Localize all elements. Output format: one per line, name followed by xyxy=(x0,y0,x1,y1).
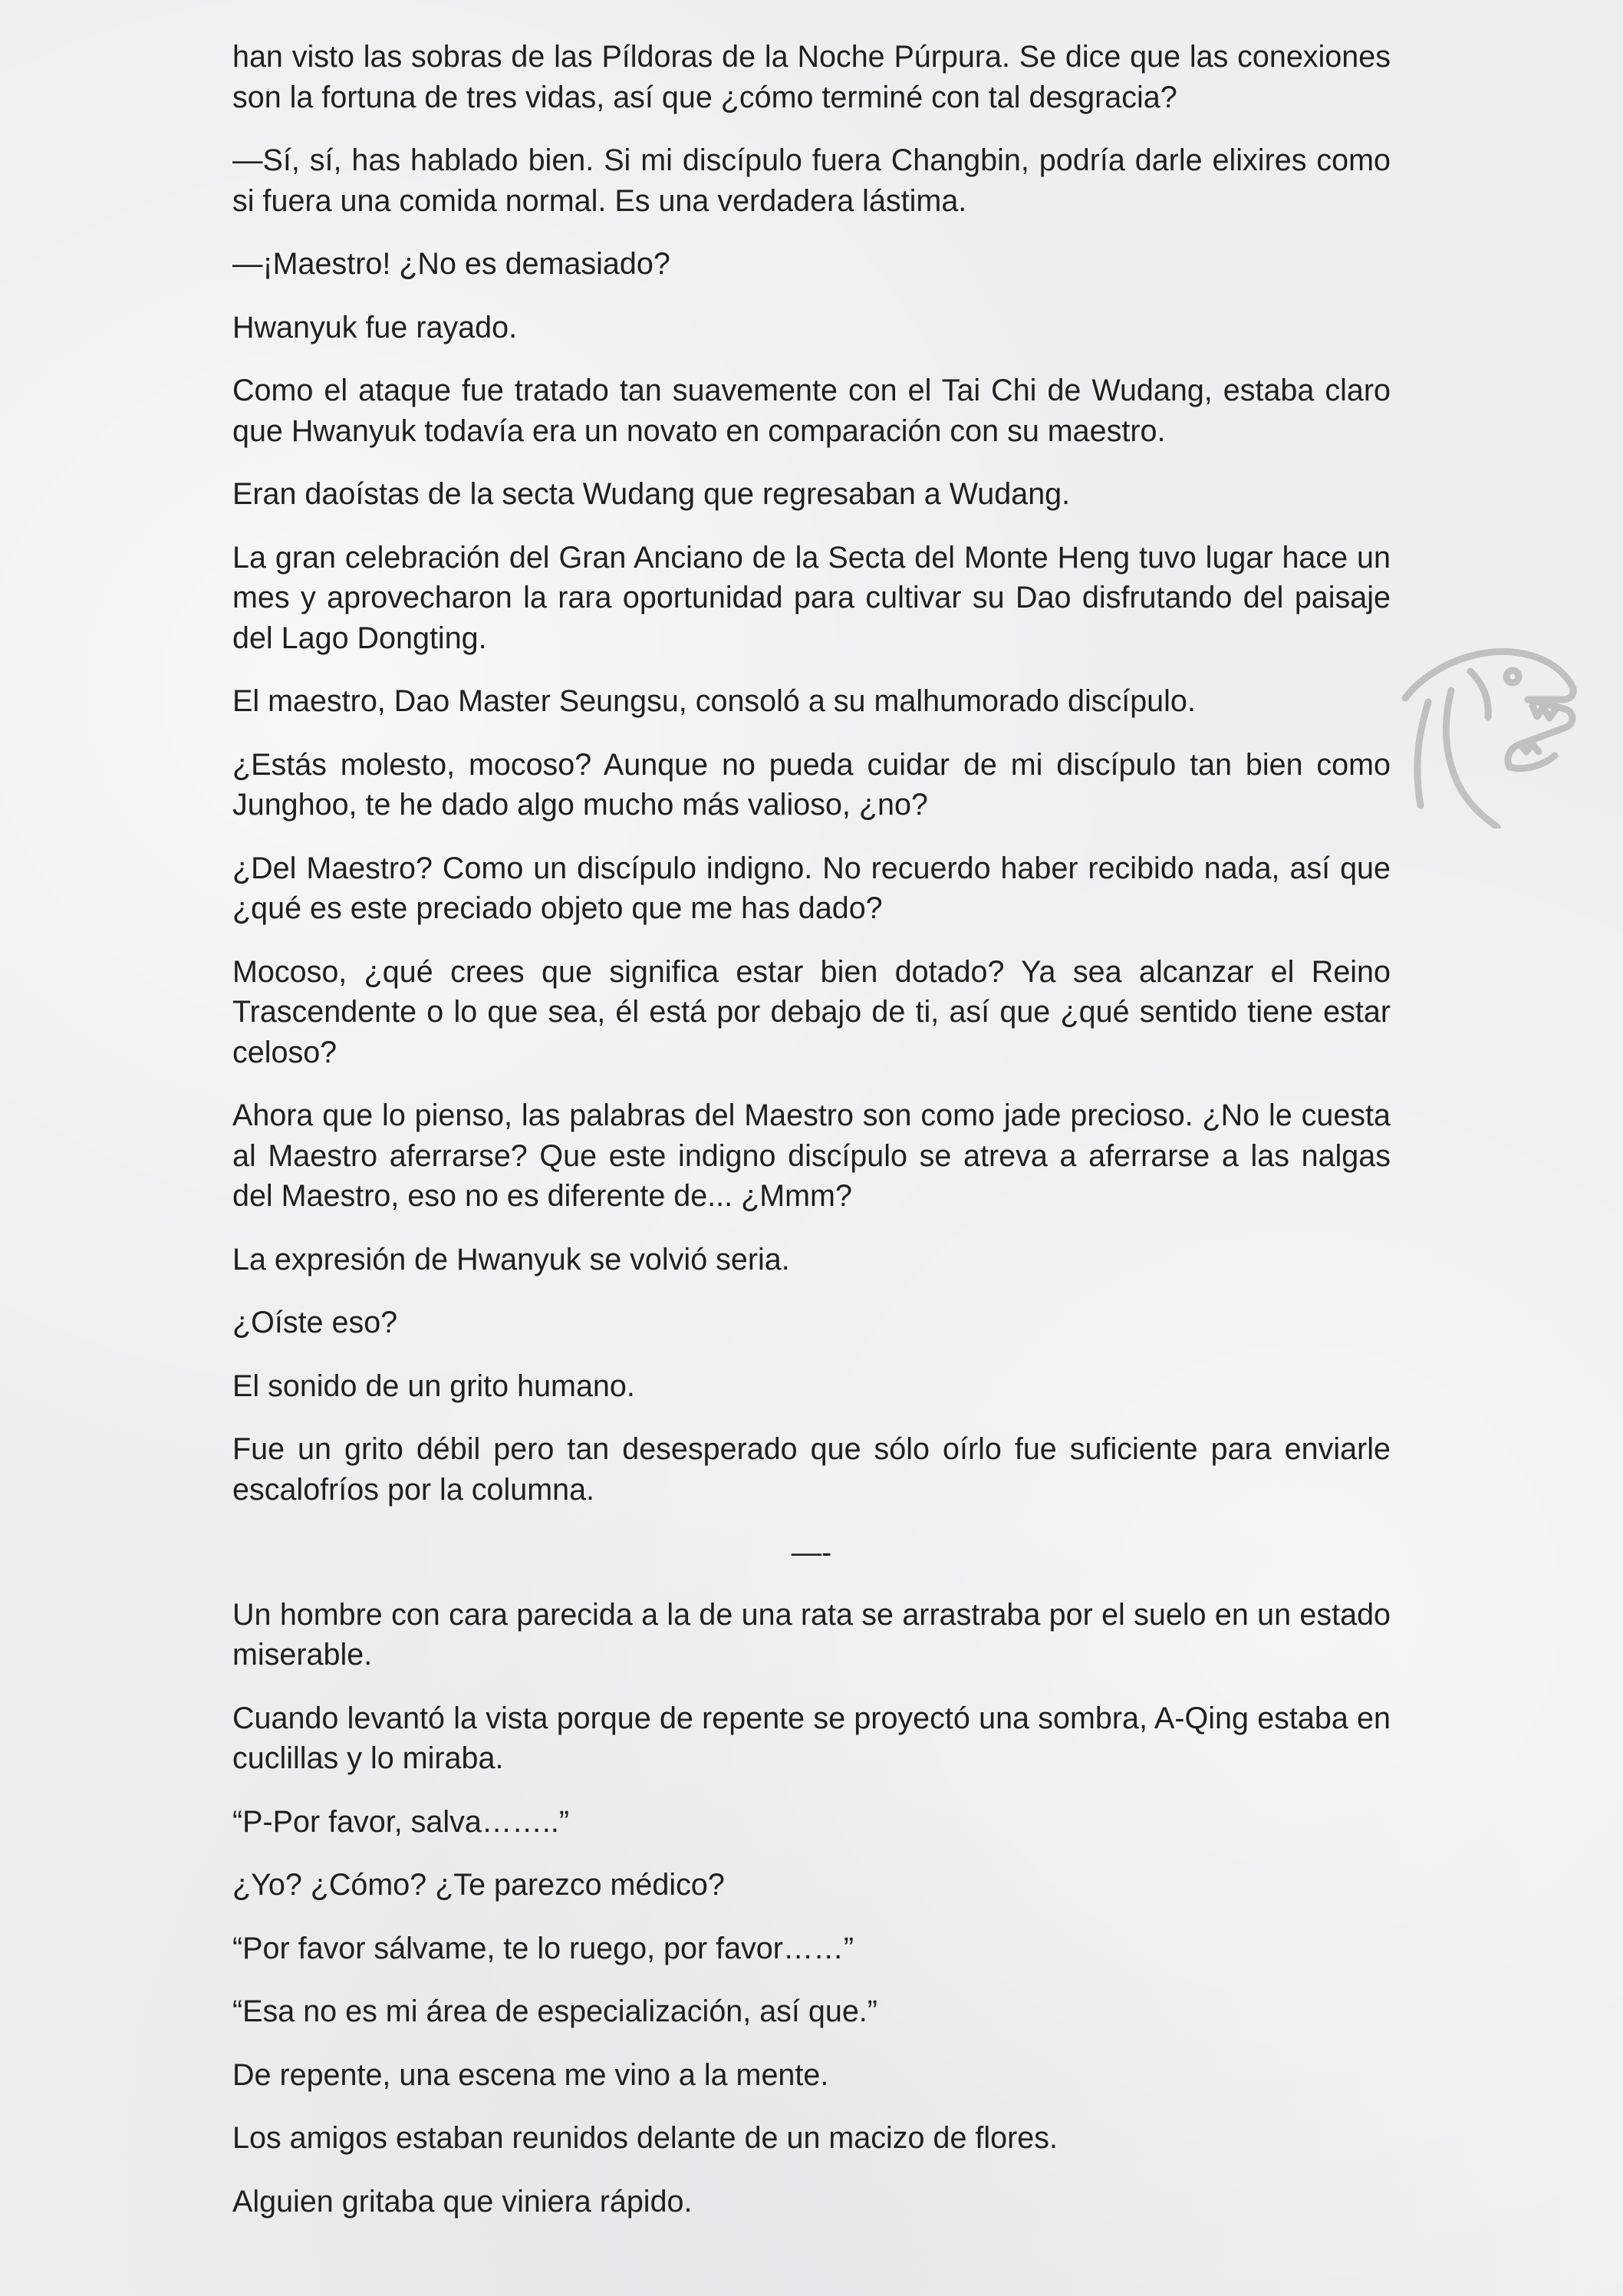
dinosaur-head-icon xyxy=(1397,629,1582,828)
paragraph: Fue un grito débil pero tan desesperado que sólo oírlo fue suficiente para enviarle escalofríos por la columna. xyxy=(232,1432,1391,1507)
paragraph: “Esa no es mi área de especialización, así que.” xyxy=(232,1995,877,2028)
paragraph: El maestro, Dao Master Seungsu, consoló a su malhumorado discípulo. xyxy=(232,684,1196,718)
paragraph: Los amigos estaban reunidos delante de un macizo de flores. xyxy=(232,2121,1058,2155)
paragraph: Como el ataque fue tratado tan suavemente con el Tai Chi de Wudang, estaba claro que Hwanyuk todavía era un novato en comparación con su maestro. xyxy=(232,374,1391,448)
paragraph: De repente, una escena me vino a la mente. xyxy=(232,2057,829,2092)
paragraph: han visto las sobras de las Píldoras de la Noche Púrpura. Se dice que las conexiones son la fortuna de tres vidas, así que ¿cómo terminé con tal desgracia? xyxy=(232,40,1391,114)
paragraph: Eran daoístas de la secta Wudang que regresaban a Wudang. xyxy=(232,477,1071,511)
paragraph: ¿Del Maestro? Como un discípulo indigno. No recuerdo haber recibido nada, así que ¿qué es este preciado objeto que me has dado? xyxy=(232,851,1391,925)
paragraph: La expresión de Hwanyuk se volvió seria. xyxy=(232,1242,790,1276)
paragraph: —Sí, sí, has hablado bien. Si mi discípulo fuera Changbin, podría darle elixires como si fuera una comida normal. Es una verdadera lástima. xyxy=(232,143,1391,218)
text-column xyxy=(232,37,1391,2245)
paragraph: —¡Maestro! ¿No es demasiado? xyxy=(232,247,670,281)
paragraph: Cuando levantó la vista porque de repente se proyectó una sombra, A-Qing estaba en cuclillas y lo miraba. xyxy=(232,1701,1391,1775)
paragraph: ¿Yo? ¿Cómo? ¿Te parezco médico? xyxy=(232,1868,725,1902)
paragraph: Alguien gritaba que viniera rápido. xyxy=(232,2184,693,2219)
paragraph: Un hombre con cara parecida a la de una rata se arrastraba por el suelo en un estado miserable. xyxy=(232,1597,1391,1672)
paragraph: El sonido de un grito humano. xyxy=(232,1369,635,1403)
paragraph: ¿Estás molesto, mocoso? Aunque no pueda cuidar de mi discípulo tan bien como Junghoo, te he dado algo mucho más valioso, ¿no? xyxy=(232,747,1391,822)
paragraph: Mocoso, ¿qué crees que significa estar bien dotado? Ya sea alcanzar el Reino Trascendente o lo que sea, él está por debajo de ti, así que ¿qué sentido tiene estar celoso? xyxy=(232,954,1391,1069)
paragraph: “Por favor sálvame, te lo ruego, por favor……” xyxy=(232,1931,854,1965)
paragraph: Ahora que lo pienso, las palabras del Maestro son como jade precioso. ¿No le cuesta al Maestro aferrarse? Que este indigno discípulo se atreva a aferrarse a las nalgas del Maestro, eso no es diferente de... ¿Mmm? xyxy=(232,1099,1391,1213)
paragraph: ¿Oíste eso? xyxy=(232,1306,398,1339)
paragraph: La gran celebración del Gran Anciano de la Secta del Monte Heng tuvo lugar hace un mes y aprovecharon la rara oportunidad para cultivar su Dao disfrutando del paisaje del Lago Dongting. xyxy=(232,540,1391,655)
paragraph: Hwanyuk fue rayado. xyxy=(232,310,518,344)
paragraph: “P-Por favor, salva……..” xyxy=(232,1804,569,1839)
section-separator: —- xyxy=(791,1536,832,1570)
